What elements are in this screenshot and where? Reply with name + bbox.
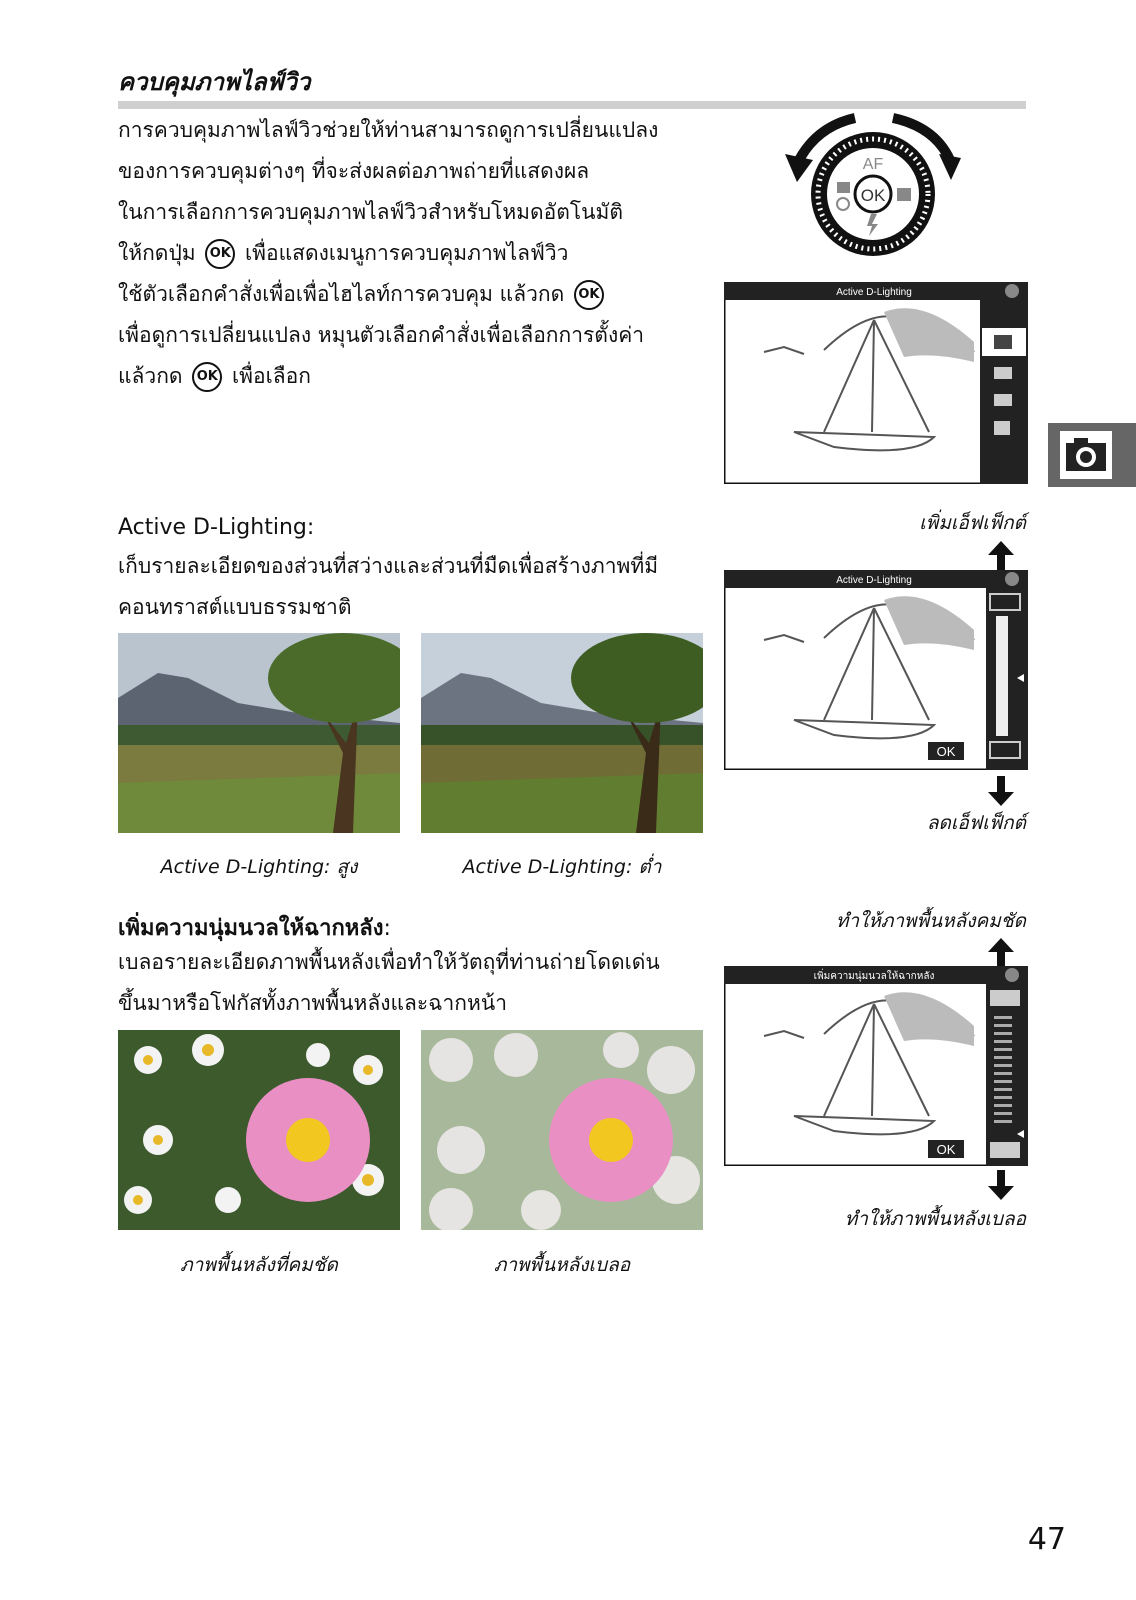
exposure-comp-icon bbox=[897, 188, 911, 201]
bgsoft-blur-label: ทำให้ภาพพื้นหลังเบลอ bbox=[844, 1208, 1026, 1230]
camera-icon bbox=[1048, 423, 1136, 487]
adl-screen-title: Active D-Lighting bbox=[836, 575, 912, 586]
up-arrow-icon bbox=[986, 541, 1016, 571]
adl-slider bbox=[996, 616, 1008, 736]
ok-button-icon: OK bbox=[205, 239, 235, 269]
svg-text:OK: OK bbox=[936, 744, 956, 759]
sharp-background-caption: ภาพพื้นหลังที่คมชัด bbox=[180, 1254, 338, 1276]
sharp-background-photo bbox=[118, 1030, 400, 1230]
exposure-menu-icon bbox=[994, 421, 1010, 435]
bgsoft-blur-icon bbox=[990, 1142, 1020, 1158]
bgsoft-sharp-icon bbox=[990, 990, 1020, 1006]
adl-high-caption: Active D-Lighting: สูง bbox=[160, 856, 358, 878]
bgsoft-screen-title: เพิ่มความนุ่มนวลให้ฉากหลัง bbox=[813, 971, 935, 982]
ok-button-icon: OK bbox=[192, 362, 222, 392]
intro-line-6: เพื่อดูการเปลี่ยนแปลง หมุนตัวเลือกคำสั่งเพื่อเลือกการตั้งค่า bbox=[118, 323, 645, 347]
adl-heading: Active D-Lighting: bbox=[118, 515, 315, 540]
return-icon bbox=[1005, 572, 1019, 586]
release-mode-icon bbox=[837, 182, 850, 193]
live-view-menu-screen bbox=[724, 282, 1028, 484]
adl-low-caption: Active D-Lighting: ต่ำ bbox=[462, 856, 662, 878]
ok-button-icon: OK bbox=[574, 280, 604, 310]
intro-line-2: ของการควบคุมต่างๆ ที่จะส่งผลต่อภาพถ่ายที่แสดงผล bbox=[118, 159, 590, 183]
intro-line-5: ใช้ตัวเลือกคำสั่งเพื่อเพื่อไฮไลท์การควบคุม แล้วกด OK bbox=[118, 274, 698, 315]
bgsoft-adjust-screen bbox=[724, 966, 1028, 1166]
bg-soft-menu-icon bbox=[994, 367, 1012, 379]
page-number: 47 bbox=[1027, 1522, 1066, 1557]
adl-low-photo bbox=[421, 633, 703, 833]
adl-adjust-screen bbox=[724, 570, 1028, 770]
dial-left-arrowhead bbox=[785, 154, 813, 182]
command-dial-illustration bbox=[785, 112, 965, 262]
up-arrow-icon bbox=[986, 938, 1016, 968]
intro-line-7: แล้วกด OK เพื่อเลือก bbox=[118, 356, 698, 397]
intro-line-3: ในการเลือกการควบคุมภาพไลฟ์วิวสำหรับโหมดอัตโนมัติ bbox=[118, 200, 624, 224]
return-icon bbox=[1005, 284, 1019, 298]
brightness-menu-icon bbox=[994, 394, 1012, 406]
adl-menu-icon bbox=[994, 335, 1012, 349]
dial-af-label: AF bbox=[862, 156, 884, 173]
blurred-background-caption: ภาพพื้นหลังเบลอ bbox=[493, 1254, 631, 1276]
bgsoft-sharpen-label: ทำให้ภาพพื้นหลังคมชัด bbox=[835, 910, 1026, 932]
down-arrow-icon bbox=[986, 776, 1016, 806]
dial-right-arrowhead bbox=[939, 154, 961, 180]
intro-paragraph bbox=[118, 110, 698, 397]
svg-text:OK: OK bbox=[936, 1142, 956, 1157]
adl-high-photo bbox=[118, 633, 400, 833]
intro-line-4: ให้กดปุ่ม OK เพื่อแสดงเมนูการควบคุมภาพไลฟ์วิว bbox=[118, 233, 698, 274]
adl-decrease-label: ลดเอ็ฟเฟ็กต์ bbox=[926, 812, 1026, 834]
page-title: ควบคุมภาพไลฟ์วิว bbox=[118, 68, 311, 96]
adl-increase-label: เพิ่มเอ็ฟเฟ็กต์ bbox=[919, 512, 1026, 534]
title-rule bbox=[118, 101, 1026, 109]
return-icon bbox=[1005, 968, 1019, 982]
down-arrow-icon bbox=[986, 1170, 1016, 1200]
intro-line-1: การควบคุมภาพไลฟ์วิวช่วยให้ท่านสามารถดูการเปลี่ยนแปลง bbox=[118, 118, 659, 142]
menu-screen-title: Active D-Lighting bbox=[836, 287, 912, 298]
dial-ok-label: OK bbox=[860, 186, 886, 205]
bgsoft-description: เบลอรายละเอียดภาพพื้นหลังเพื่อทำให้วัตถุที่ท่านถ่ายโดดเด่น ขึ้นมาหรือโฟกัสทั้งภาพพื้นหลังและฉากหน้า bbox=[118, 950, 660, 1015]
bgsoft-heading: เพิ่มความนุ่มนวลให้ฉากหลัง: bbox=[118, 916, 391, 941]
adl-description: เก็บรายละเอียดของส่วนที่สว่างและส่วนที่มืดเพื่อสร้างภาพที่มี คอนทราสต์แบบธรรมชาติ bbox=[118, 554, 659, 619]
camera-section-tab bbox=[1048, 423, 1136, 487]
blurred-background-photo bbox=[421, 1030, 703, 1230]
